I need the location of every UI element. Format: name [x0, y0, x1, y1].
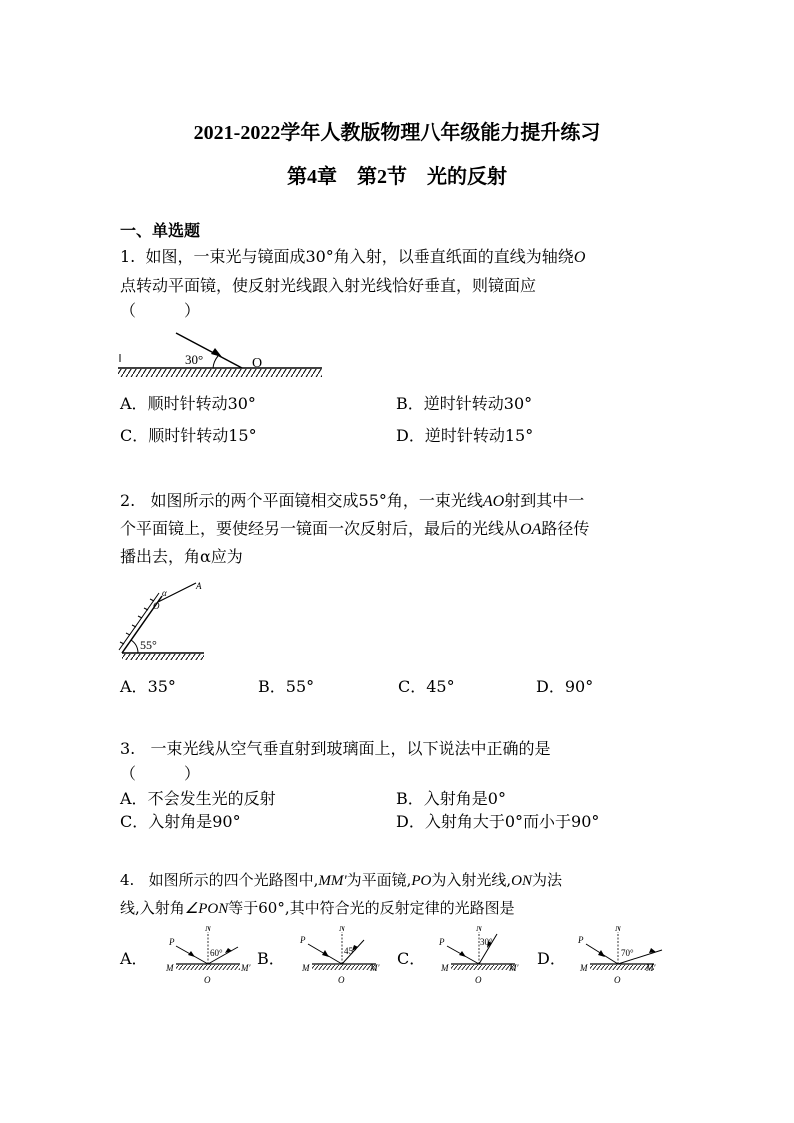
q3-option-a: A．不会发生光的反射: [120, 789, 276, 808]
q3-option-c: C．入射角是90°: [120, 812, 241, 831]
svg-text:N: N: [615, 926, 622, 933]
q4-option-d-letter: D．: [537, 949, 566, 968]
q1-line1: 1. 如图，一束光与镜面成30°角入射，以垂直纸面的直线为轴绕O: [120, 247, 586, 266]
q2-point-o: O: [153, 601, 160, 611]
q1-mirror-figure: [118, 318, 324, 380]
svg-text:M: M: [302, 963, 310, 973]
q3-answer-paren: （ ）: [120, 764, 201, 783]
q4-line1: 4. 如图所示的四个光路图中,MM'为平面镜,PO为入射光线,ON为法: [120, 871, 563, 889]
q4-diagram-c: [437, 926, 531, 988]
svg-text:M′: M′: [646, 963, 656, 973]
svg-text:P: P: [439, 937, 445, 947]
q2-option-b: B．55°: [258, 677, 315, 696]
svg-text:M: M: [441, 963, 449, 973]
q2-alpha-label: α: [162, 588, 167, 598]
q4-diagram-a: [162, 926, 256, 988]
svg-text:M: M: [580, 963, 588, 973]
q4-option-a-letter: A．: [120, 949, 148, 968]
svg-text:M′: M′: [370, 963, 380, 973]
q4-line2: 线,入射角∠PON等于60°,其中符合光的反射定律的光路图是: [120, 899, 515, 917]
svg-text:70°: 70°: [621, 948, 634, 958]
section-heading: 一、单选题: [120, 221, 201, 240]
q2-option-d: D．90°: [536, 677, 594, 696]
svg-text:M′: M′: [509, 963, 519, 973]
q2-angle-label: 55°: [140, 638, 157, 652]
q2-line1: 2. 如图所示的两个平面镜相交成55°角，一束光线AO射到其中一: [120, 491, 585, 510]
q3-option-d: D．入射角大于0°而小于90°: [396, 812, 600, 831]
q1-option-c: C．顺时针转动15°: [120, 426, 257, 445]
q1-option-a: A．顺时针转动30°: [120, 394, 256, 413]
q3-option-b: B．入射角是0°: [396, 789, 506, 808]
q1-line2: 点转动平面镜，使反射光线跟入射光线恰好垂直，则镜面应: [120, 276, 537, 295]
svg-text:M′: M′: [241, 963, 251, 973]
q4-number: 4.: [120, 871, 135, 889]
q2-point-a: A: [196, 581, 202, 591]
q1-number: 1.: [120, 247, 136, 266]
q1-angle-label: 30°: [185, 352, 204, 367]
svg-text:60°: 60°: [210, 948, 223, 958]
q3-line1: 3. 一束光线从空气垂直射到玻璃面上，以下说法中正确的是: [120, 739, 551, 758]
q2-number: 2.: [120, 491, 136, 510]
q4-diagram-b: [298, 926, 392, 988]
q3-number: 3.: [120, 739, 136, 758]
svg-text:N: N: [476, 926, 483, 933]
q4-option-c-letter: C．: [397, 949, 426, 968]
svg-text:O: O: [475, 975, 482, 985]
svg-text:O: O: [614, 975, 621, 985]
q2-option-c: C．45°: [398, 677, 455, 696]
svg-text:N: N: [205, 926, 212, 933]
q4-option-b-letter: B．: [257, 949, 285, 968]
q1-angle-arc: [213, 356, 218, 368]
q2-line3: 播出去，角α应为: [120, 547, 243, 566]
svg-text:P: P: [300, 935, 306, 945]
q1-option-b: B．逆时针转动30°: [396, 394, 533, 413]
svg-text:30°: 30°: [480, 937, 493, 947]
q2-option-a: A．35°: [120, 677, 176, 696]
svg-text:P: P: [578, 935, 584, 945]
q1-mirror-hatch: [118, 369, 322, 377]
svg-text:M: M: [166, 963, 174, 973]
q2-line2: 个平面镜上，要使经另一镜面一次反射后，最后的光线从OA路径传: [120, 519, 590, 538]
q2-mirrors-figure: [118, 580, 208, 662]
q1-ray-arrow: [211, 348, 222, 357]
q4-diagram-d: [576, 926, 670, 988]
page-title: 2021-2022学年人教版物理八年级能力提升练习: [193, 122, 601, 144]
svg-text:45°: 45°: [344, 946, 357, 956]
svg-text:N: N: [339, 926, 346, 933]
svg-text:O: O: [204, 975, 211, 985]
svg-text:P: P: [169, 937, 175, 947]
q1-answer-paren: （ ）: [120, 301, 201, 320]
page-subtitle: 第4章 第2节 光的反射: [287, 166, 507, 188]
q1-point-o: O: [252, 356, 263, 371]
svg-text:O: O: [338, 975, 345, 985]
q1-option-d: D．逆时针转动15°: [396, 426, 534, 445]
